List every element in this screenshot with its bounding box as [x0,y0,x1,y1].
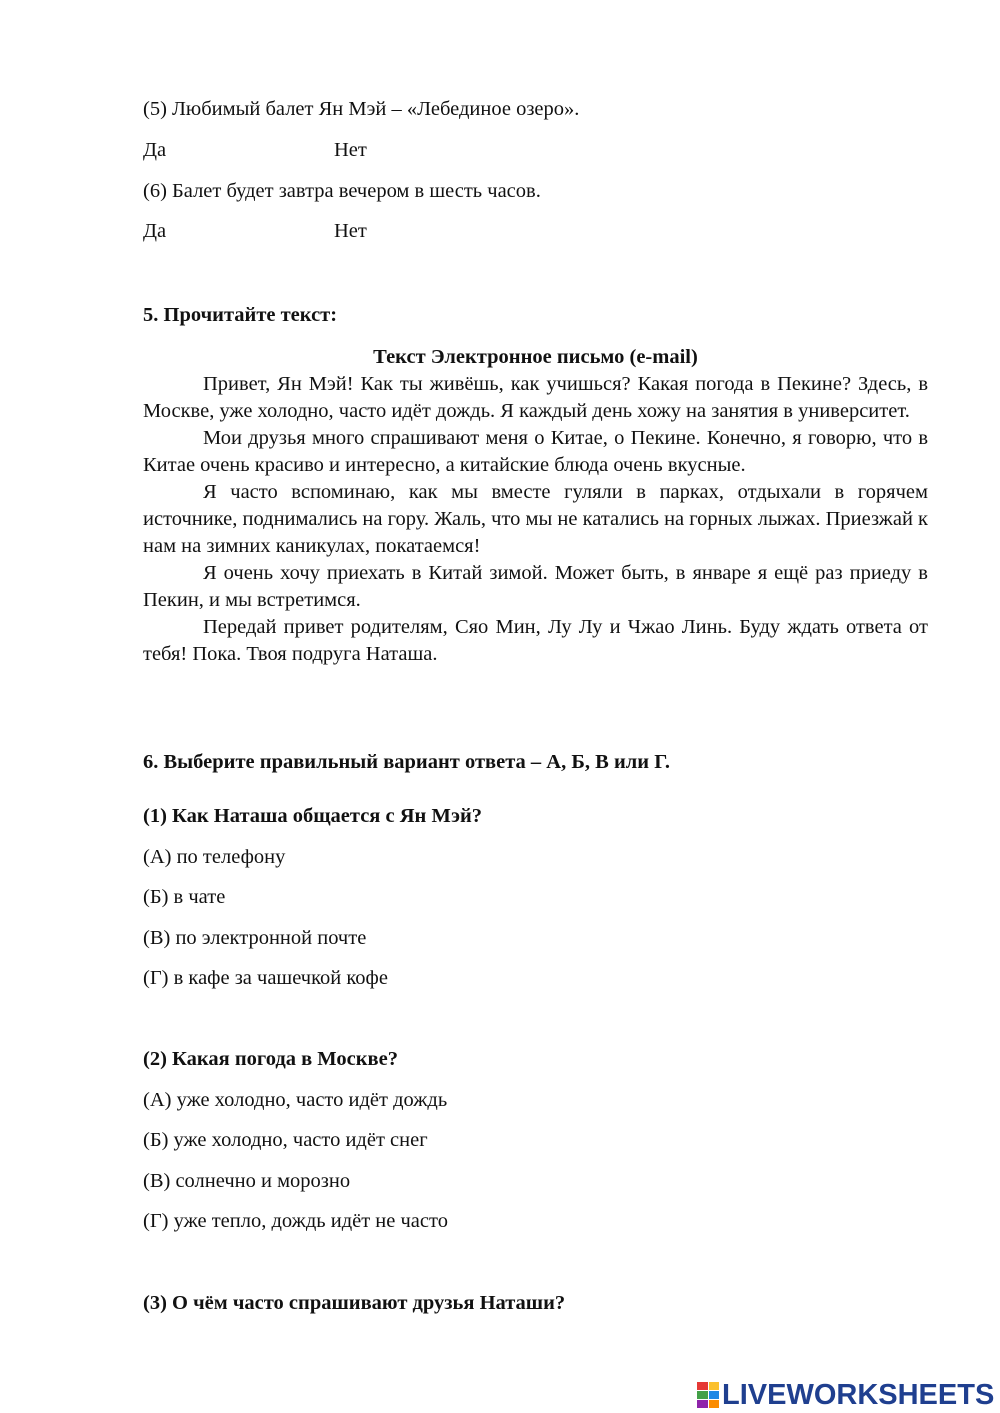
question-6-text: (6) Балет будет завтра вечером в шесть часов. [143,180,541,202]
logo-block-3 [697,1391,708,1399]
question-5-options [0,137,1000,164]
mc-question-1-option-b[interactable]: (Б) в чате [143,886,226,908]
logo-block-5 [697,1400,708,1408]
mc-question-2-option-d[interactable]: (Г) уже тепло, дождь идёт не часто [143,1210,448,1232]
email-text [143,371,928,668]
section-5-heading: 5. Прочитайте текст: [143,304,338,326]
mc-question-1-option-d[interactable]: (Г) в кафе за чашечкой кофе [143,967,388,989]
mc-question-2-option-a[interactable]: (А) уже холодно, часто идёт дождь [143,1089,448,1111]
logo-mark-icon [697,1382,719,1408]
question-6-options [0,218,1000,245]
mc-question-2-option-b[interactable]: (Б) уже холодно, часто идёт снег [143,1129,428,1151]
mc-question-1-option-c[interactable]: (В) по электронной почте [143,927,367,949]
liveworksheets-logo [697,1378,997,1412]
email-paragraph-5: Передай привет родителям, Сяо Мин, Лу Лу и Чжао Линь. Буду ждать ответа от тебя! Пока. Твоя подруга Наташа. [143,616,928,665]
email-paragraph-2: Мои друзья много спрашивают меня о Китае, о Пекине. Конечно, я говорю, что в Китае очень красиво и интересно, а китайские блюда очень вкусные. [143,427,928,476]
email-paragraph-1: Привет, Ян Мэй! Как ты живёшь, как учишься? Какая погода в Пекине? Здесь, в Москве, уже холодно, часто идёт дождь. Я каждый день хожу на занятия в университет. [143,373,928,422]
question-5-yes-option[interactable]: Да [143,139,167,161]
mc-question-2: (2) Какая погода в Москве? [143,1048,398,1070]
mc-question-1: (1) Как Наташа общается с Ян Мэй? [143,805,483,827]
logo-block-6 [709,1400,720,1408]
question-6-no-option[interactable]: Нет [334,220,367,242]
mc-question-2-option-c[interactable]: (В) солнечно и морозно [143,1170,351,1192]
question-6-yes-option[interactable]: Да [143,220,167,242]
email-paragraph-3: Я часто вспоминаю, как мы вместе гуляли в парках, отдыхали в горячем источнике, поднимались на гору. Жаль, что мы не катались на горных лыжах. Приезжай к нам на зимних каникулах, покатаемся! [143,481,928,557]
logo-block-1 [697,1382,708,1390]
question-5-text: (5) Любимый балет Ян Мэй – «Лебединое озеро». [143,98,580,120]
mc-question-3: (3) О чём часто спрашивают друзья Наташи? [143,1292,566,1314]
logo-text: LIVEWORKSHEETS [722,1378,995,1411]
question-5-no-option[interactable]: Нет [334,139,367,161]
email-title: Текст Электронное письмо (e-mail) [373,346,698,368]
section-6-heading: 6. Выберите правильный вариант ответа – А, Б, В или Г. [143,751,671,773]
email-paragraph-4: Я очень хочу приехать в Китай зимой. Может быть, в январе я ещё раз приеду в Пекин, и мы встретимся. [143,562,928,611]
logo-block-2 [709,1382,720,1390]
logo-block-4 [709,1391,720,1399]
mc-question-1-option-a[interactable]: (А) по телефону [143,846,286,868]
